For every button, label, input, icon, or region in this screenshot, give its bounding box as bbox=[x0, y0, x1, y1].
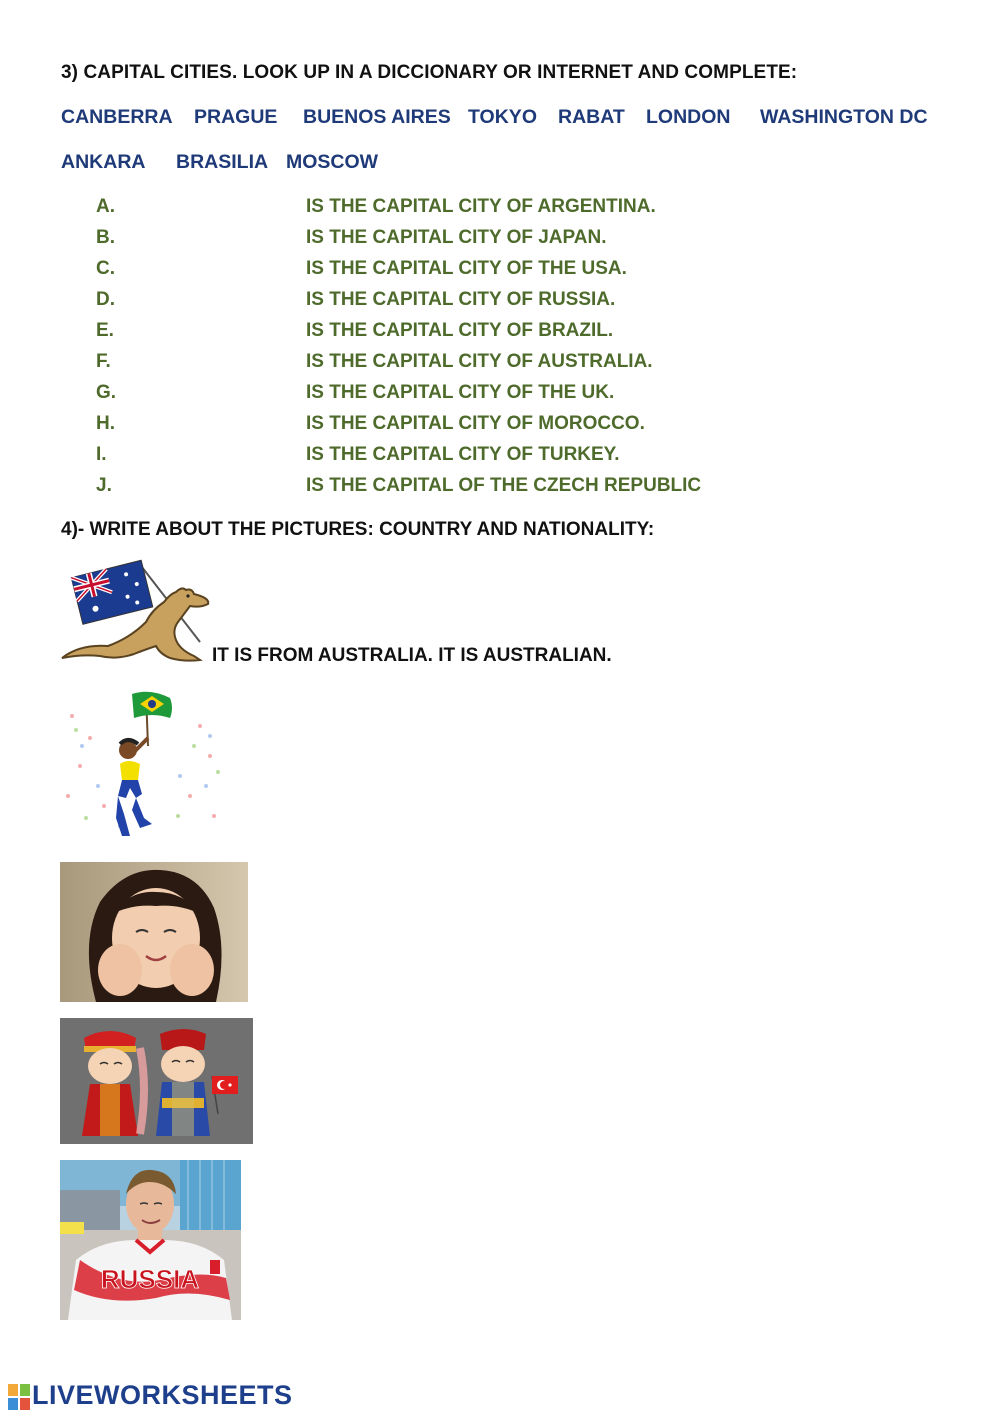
item-sentence: IS THE CAPITAL CITY OF RUSSIA. bbox=[306, 289, 616, 310]
list-item bbox=[0, 413, 1000, 439]
example-answer: IT IS FROM AUSTRALIA. IT IS AUSTRALIAN. bbox=[212, 645, 612, 666]
word-bank-item: TOKYO bbox=[468, 106, 537, 128]
item-sentence: IS THE CAPITAL CITY OF THE USA. bbox=[306, 258, 627, 279]
item-sentence: IS THE CAPITAL CITY OF JAPAN. bbox=[306, 227, 607, 248]
word-bank-item: ANKARA bbox=[61, 151, 146, 173]
shirt-text: RUSSIA bbox=[100, 1264, 200, 1294]
japanese-girl-picture bbox=[60, 862, 248, 1002]
item-sentence: IS THE CAPITAL CITY OF THE UK. bbox=[306, 382, 615, 403]
item-letter: B. bbox=[96, 227, 115, 248]
word-bank-item: BUENOS AIRES bbox=[303, 106, 451, 128]
list-item bbox=[0, 475, 1000, 501]
list-item bbox=[0, 382, 1000, 408]
list-item bbox=[0, 196, 1000, 222]
item-letter: A. bbox=[96, 196, 115, 217]
item-letter: E. bbox=[96, 320, 114, 341]
list-item bbox=[0, 444, 1000, 470]
item-letter: F. bbox=[96, 351, 111, 372]
word-bank-item: RABAT bbox=[558, 106, 625, 128]
kangaroo-flag-picture bbox=[60, 558, 212, 666]
list-item bbox=[0, 258, 1000, 284]
word-bank-item: PRAGUE bbox=[194, 106, 278, 128]
item-sentence: IS THE CAPITAL OF THE CZECH REPUBLIC bbox=[306, 475, 702, 496]
word-bank-item: CANBERRA bbox=[61, 106, 173, 128]
liveworksheets-logo bbox=[8, 1380, 293, 1411]
item-sentence: IS THE CAPITAL CITY OF TURKEY. bbox=[306, 444, 620, 465]
list-item bbox=[0, 351, 1000, 377]
item-sentence: IS THE CAPITAL CITY OF AUSTRALIA. bbox=[306, 351, 653, 372]
brazil-dancer-picture bbox=[60, 686, 228, 846]
item-letter: C. bbox=[96, 258, 115, 279]
logo-blocks-icon bbox=[8, 1384, 30, 1410]
item-letter: H. bbox=[96, 413, 115, 434]
section-4-heading: 4)- WRITE ABOUT THE PICTURES: COUNTRY AND NATIONALITY: bbox=[61, 519, 655, 540]
word-bank-item: BRASILIA bbox=[176, 151, 269, 173]
item-letter: G. bbox=[96, 382, 117, 403]
list-item bbox=[0, 320, 1000, 346]
item-sentence: IS THE CAPITAL CITY OF ARGENTINA. bbox=[306, 196, 656, 217]
word-bank-item: WASHINGTON DC bbox=[760, 106, 928, 128]
section-3-heading: 3) CAPITAL CITIES. LOOK UP IN A DICCIONARY OR INTERNET AND COMPLETE: bbox=[61, 62, 798, 83]
item-letter: D. bbox=[96, 289, 115, 310]
item-sentence: IS THE CAPITAL CITY OF BRAZIL. bbox=[306, 320, 614, 341]
word-bank-item: LONDON bbox=[646, 106, 731, 128]
item-letter: I. bbox=[96, 444, 107, 465]
item-letter: J. bbox=[96, 475, 112, 496]
turkish-couple-picture bbox=[60, 1018, 253, 1144]
word-bank-item: MOSCOW bbox=[286, 151, 379, 173]
logo-text: LIVEWORKSHEETS bbox=[32, 1380, 293, 1410]
item-sentence: IS THE CAPITAL CITY OF MOROCCO. bbox=[306, 413, 645, 434]
list-item bbox=[0, 289, 1000, 315]
list-item bbox=[0, 227, 1000, 253]
russian-athlete-picture bbox=[60, 1160, 241, 1320]
